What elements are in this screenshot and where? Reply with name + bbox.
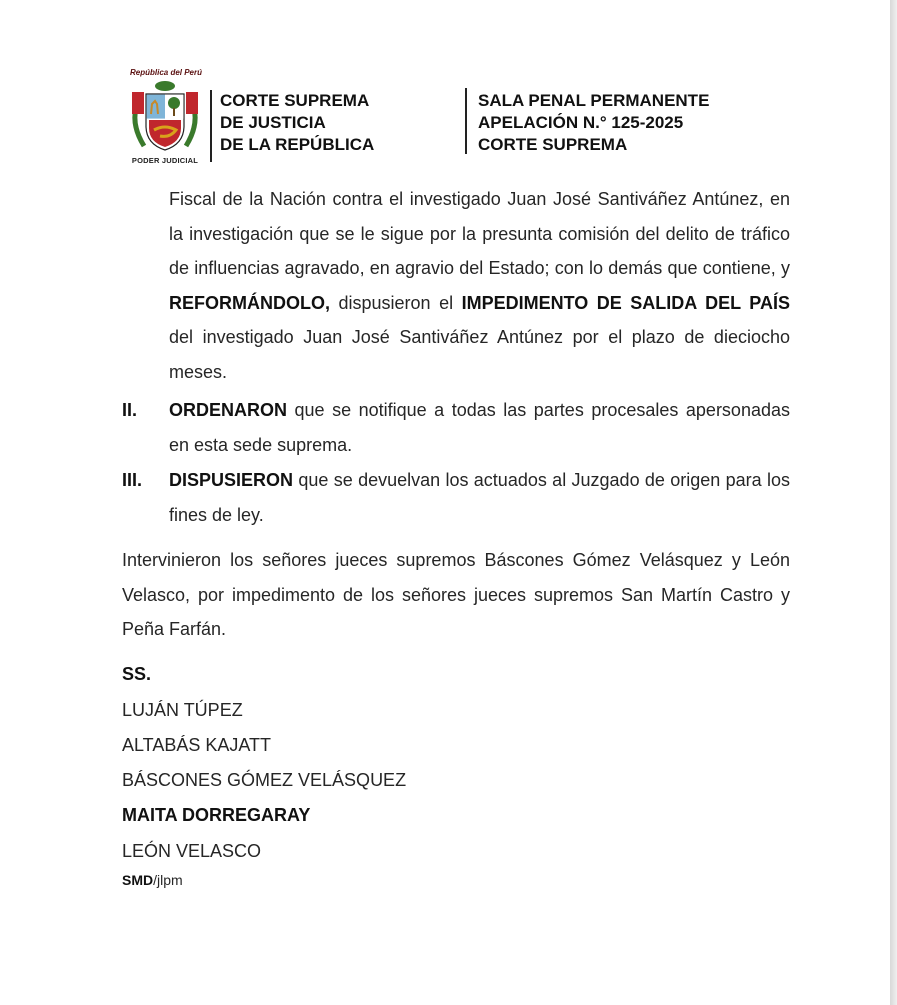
signature-name-5: LEÓN VELASCO	[122, 841, 262, 861]
sala-line-1: SALA PENAL PERMANENTE	[478, 91, 710, 110]
item-3-bold: DISPUSIERON	[169, 470, 294, 490]
item-3-text	[169, 463, 790, 532]
item-2-text	[169, 393, 790, 462]
court-name-block	[220, 90, 374, 156]
poder-judicial-logo	[122, 68, 208, 168]
p1-text-3: del investigado Juan José Santiváñez Antúnez por el plazo de dieciocho meses.	[169, 327, 790, 382]
signature-name-1: LUJÁN TÚPEZ	[122, 700, 243, 720]
p1-bold-impedimento: IMPEDIMENTO DE SALIDA DEL PAÍS	[461, 292, 790, 313]
logo-top-text: República del Perú	[129, 68, 203, 77]
court-line-1: CORTE SUPREMA	[220, 91, 370, 110]
item-3-number: III.	[122, 470, 143, 490]
case-info-block	[478, 90, 709, 156]
header-divider-right	[465, 88, 467, 154]
document-header	[122, 68, 822, 168]
p1-bold-reformandolo: REFORMÁNDOLO,	[169, 292, 330, 313]
sala-line-2: APELACIÓN N.° 125-2025	[478, 113, 684, 132]
coat-of-arms-icon	[122, 68, 208, 158]
item-2-bold: ORDENARON	[169, 400, 288, 420]
item-2-body: que se notifique a todas las partes procesales apersonadas en esta sede suprema.	[169, 400, 790, 455]
reference-initials-bold: SMD	[122, 872, 154, 888]
court-line-3: DE LA REPÚBLICA	[220, 135, 375, 154]
sala-line-3: CORTE SUPREMA	[478, 135, 628, 154]
signature-name-2: ALTABÁS KAJATT	[122, 735, 272, 755]
signature-name-3: BÁSCONES GÓMEZ VELÁSQUEZ	[122, 770, 407, 790]
item-2-number: II.	[122, 400, 138, 420]
ss-label: SS.	[122, 664, 152, 684]
reference-initials	[122, 872, 183, 888]
court-line-2: DE JUSTICIA	[220, 113, 326, 132]
logo-bottom-text: PODER JUDICIAL	[131, 156, 199, 165]
resolution-paragraph-1	[169, 182, 790, 389]
reference-initials-rest: /jlpm	[153, 872, 183, 888]
header-divider-left	[210, 90, 212, 162]
p1-text-1: Fiscal de la Nación contra el investigado Juan José Santiváñez Antúnez, en la investigación que se le sigue por la presunta comisión del delito de tráfico de influencias agravado, en agravio del Estado; con lo demás que contiene, y	[169, 189, 790, 278]
page-edge-shadow	[890, 0, 897, 1005]
item-3-body: que se devuelvan los actuados al Juzgado de origen para los fines de ley.	[169, 470, 790, 525]
signature-name-4: MAITA DORREGARAY	[122, 805, 311, 825]
p1-text-2: dispusieron el	[330, 292, 462, 313]
intervinieron-paragraph: Intervinieron los señores jueces supremos Báscones Gómez Velásquez y León Velasco, por impedimento de los señores jueces supremos San Martín Castro y Peña Farfán.	[122, 550, 790, 639]
